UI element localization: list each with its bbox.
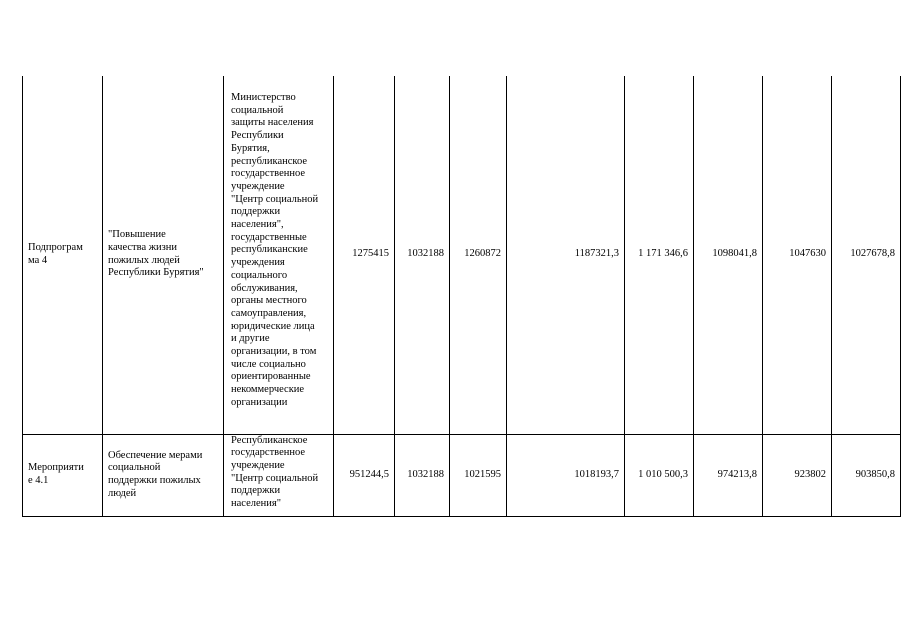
value-cell: 903850,8 bbox=[832, 434, 901, 516]
value-cell: 1032188 bbox=[395, 434, 450, 516]
row-type-cell: Подпрограм ма 4 bbox=[23, 76, 103, 434]
value-cell: 1260872 bbox=[450, 76, 507, 434]
table-row-subprogram-4 bbox=[23, 76, 901, 434]
row-executor-cell: Республиканское государственное учреждение "Центр социальной поддержки населения" bbox=[224, 434, 334, 516]
value-cell: 1 171 346,6 bbox=[625, 76, 694, 434]
value-cell: 1187321,3 bbox=[507, 76, 625, 434]
value-cell: 974213,8 bbox=[694, 434, 763, 516]
row-type-cell: Мероприяти е 4.1 bbox=[23, 434, 103, 516]
value-cell: 1021595 bbox=[450, 434, 507, 516]
value-cell: 1018193,7 bbox=[507, 434, 625, 516]
value-cell: 1098041,8 bbox=[694, 76, 763, 434]
value-cell: 951244,5 bbox=[334, 434, 395, 516]
value-cell: 1 010 500,3 bbox=[625, 434, 694, 516]
budget-table bbox=[22, 76, 901, 517]
value-cell: 1275415 bbox=[334, 76, 395, 434]
value-cell: 1047630 bbox=[763, 76, 832, 434]
value-cell: 1032188 bbox=[395, 76, 450, 434]
row-name-cell: "Повышение качества жизни пожилых людей Республики Бурятия" bbox=[103, 76, 224, 434]
value-cell: 1027678,8 bbox=[832, 76, 901, 434]
row-name-cell: Обеспечение мерами социальной поддержки пожилых людей bbox=[103, 434, 224, 516]
row-executor-cell: Министерство социальной защиты населения Республики Бурятия, республиканское государственное учреждение "Центр социальной поддержки населения", государственные республиканские учреждения социального обслуживания, органы местного самоуправления, юридические лица и другие организации, в том числе социально ориентированные некоммерческие организации bbox=[224, 76, 334, 434]
table-row-measure-4-1 bbox=[23, 434, 901, 516]
value-cell: 923802 bbox=[763, 434, 832, 516]
